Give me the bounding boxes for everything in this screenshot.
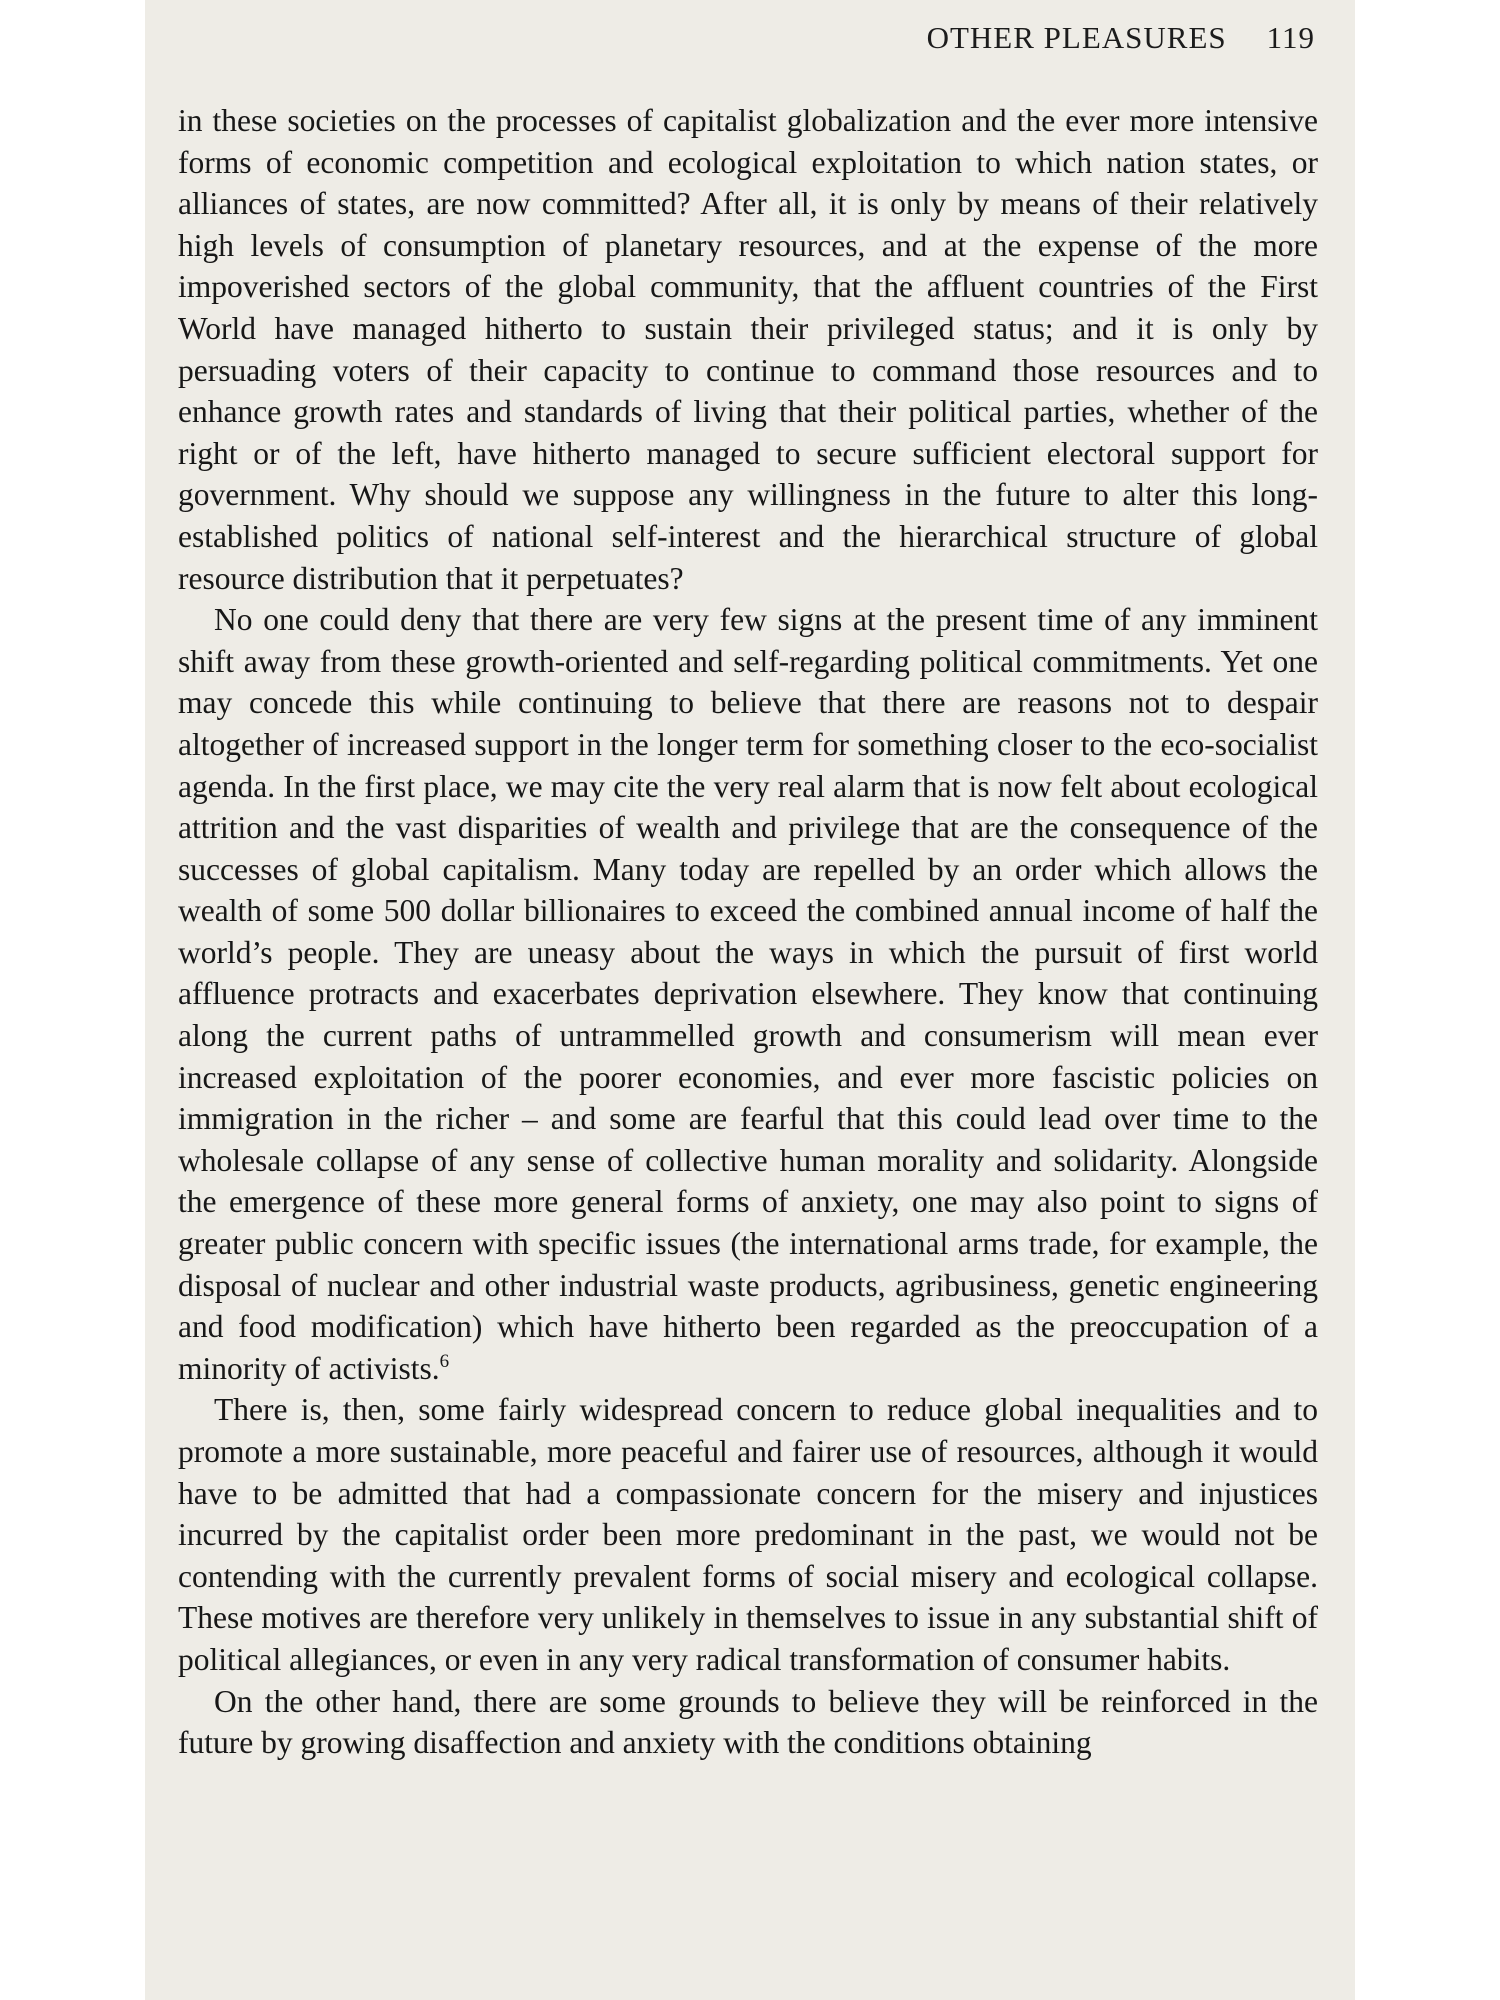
book-page [145,0,1355,2000]
paragraph [178,599,1318,1389]
paragraph [178,1389,1318,1680]
footnote-marker: 6 [439,1350,450,1372]
running-head [927,20,1315,56]
paragraph-text: No one could deny that there are very few signs at the present time of any imminent shift away from these growth-oriented and self-regarding political commitments. Yet one may concede this while continuing to believe that there are reasons not to despair altogether of increased support in the longer term for something closer to the eco-socialist agenda. In the first place, we may cite the very real alarm that is now felt about ecological attrition and the vast disparities of wealth and privilege that are the consequence of the successes of global capitalism. Many today are repelled by an order which allows the wealth of some 500 dollar billionaires to exceed the combined annual income of half the world’s people. They are uneasy about the ways in which the pursuit of first world affluence protracts and exacerbates deprivation elsewhere. They know that continuing along the current paths of untrammelled growth and consumerism will mean ever increased exploitation of the poorer economies, and ever more fascistic policies on immigration in the richer – and some are fearful that this could lead over time to the wholesale collapse of any sense of collective human morality and solidarity. Alongside the emergence of these more general forms of anxiety, one may also point to signs of greater public concern with specific issues (the international arms trade, for example, the disposal of nuclear and other industrial waste products, agribusiness, genetic engineering and food modification) which have hitherto been regarded as the preoccupation of a minority of activists. [178,602,1318,1386]
paragraph-continued [178,100,1318,599]
paragraph-text: On the other hand, there are some grounds to believe they will be reinforced in the future by growing disaffection and anxiety with the conditions obtaining [178,1683,1318,1761]
page-number: 119 [1266,20,1315,55]
paragraph-partial [178,1681,1318,1764]
paragraph-text: There is, then, some fairly widespread concern to reduce global inequalities and to promote a more sustainable, more peaceful and fairer use of resources, although it would have to be admitted that had a compassionate concern for the misery and injustices incurred by the capitalist order been more predominant in the past, we would not be contending with the currently prevalent forms of social misery and ecological collapse. These motives are therefore very unlikely in themselves to issue in any substantial shift of political allegiances, or even in any very radical transformation of consumer habits. [178,1392,1318,1677]
chapter-title: OTHER PLEASURES [926,20,1227,55]
body-text [178,100,1318,1764]
paragraph-text: in these societies on the processes of capitalist globalization and the ever more intensive forms of economic competition and ecological exploitation to which nation states, or alliances of states, are now committed? After all, it is only by means of their relatively high levels of consumption of planetary resources, and at the expense of the more impoverished sectors of the global community, that the affluent countries of the First World have managed hitherto to sustain their privileged status; and it is only by persuading voters of their capacity to continue to command those resources and to enhance growth rates and standards of living that their political parties, whether of the right or of the left, have hitherto managed to secure sufficient electoral support for government. Why should we suppose any willingness in the future to alter this long-established politics of national self-interest and the hierarchical structure of global resource distribution that it perpetuates? [178,103,1318,596]
